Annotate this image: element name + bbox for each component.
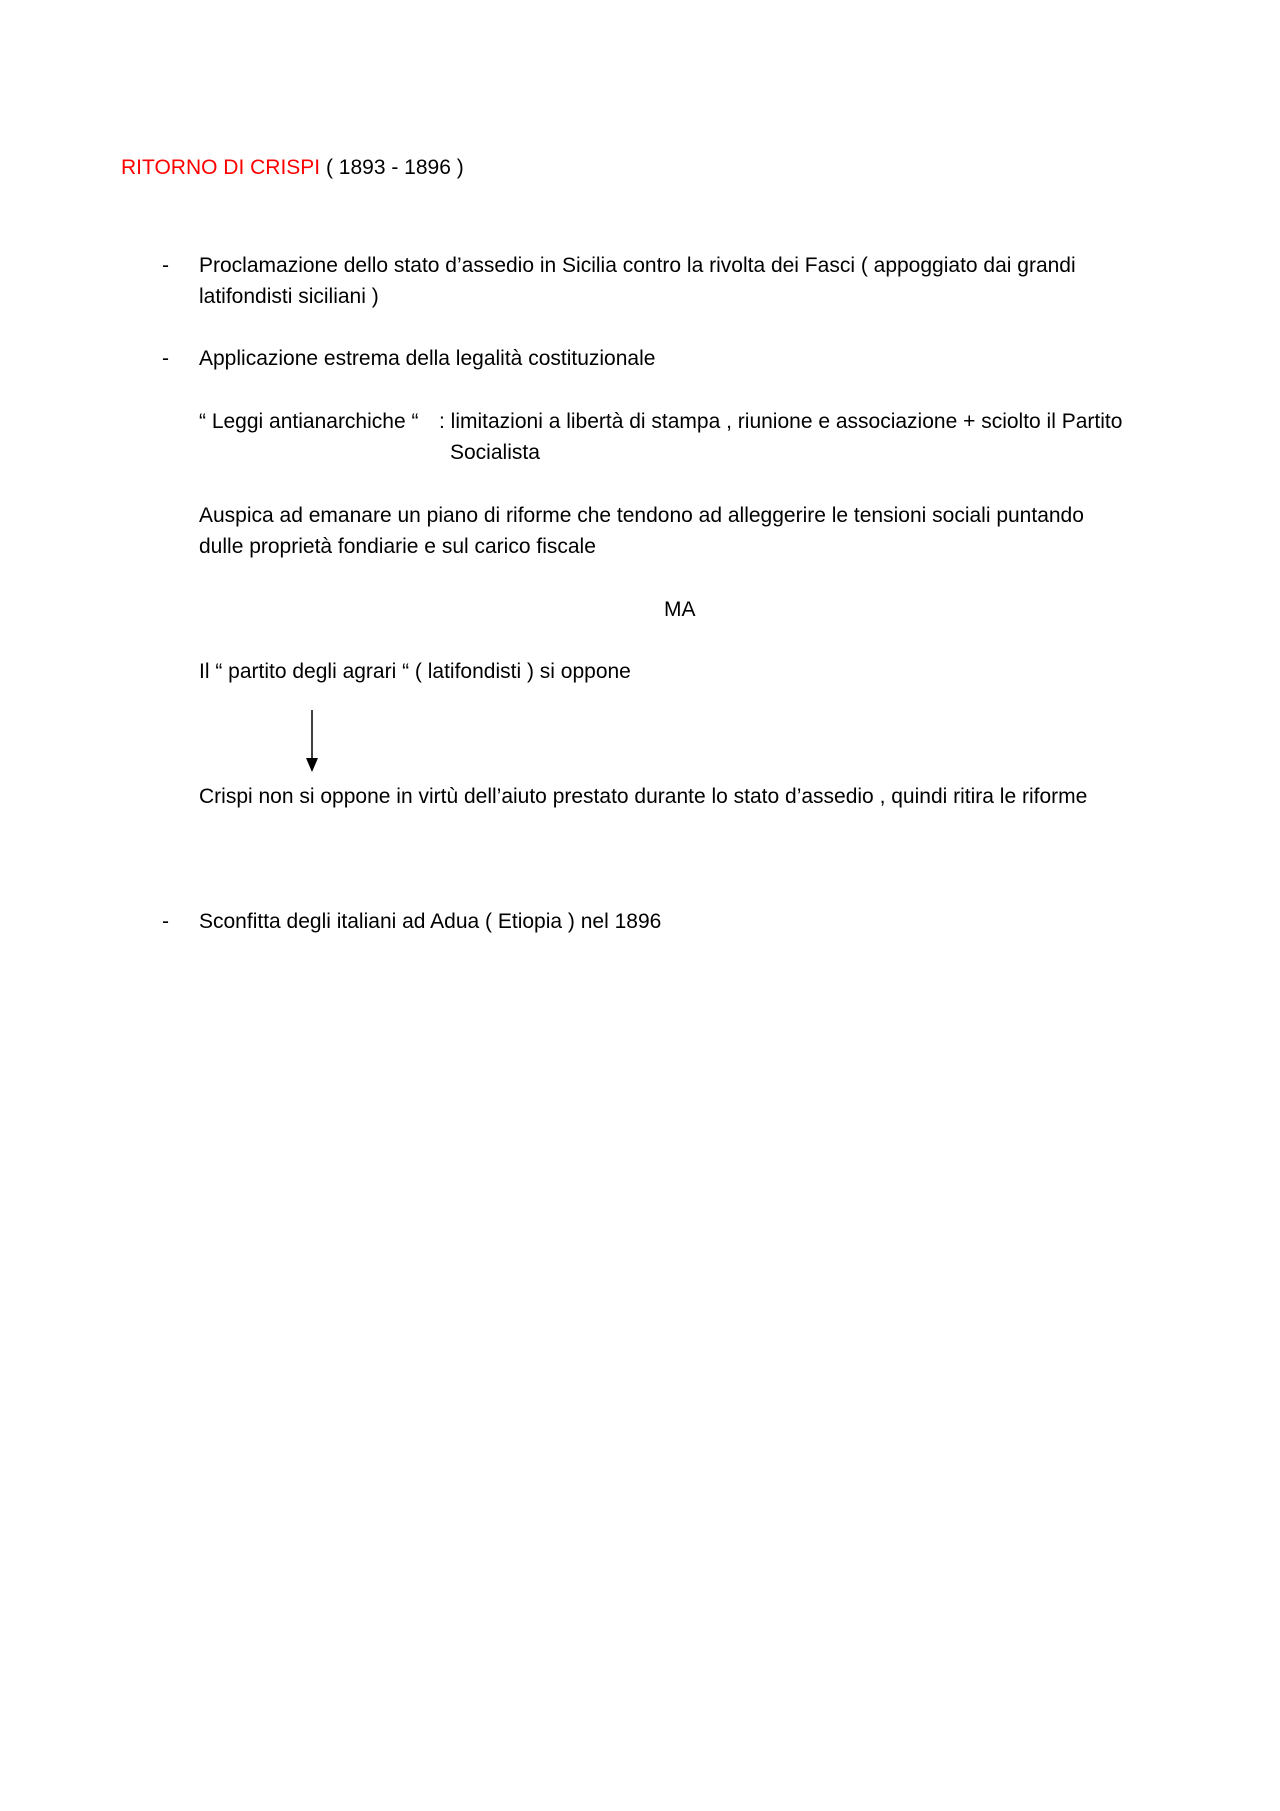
laws-desc-line-1: : limitazioni a libertà di stampa , riunione e associazione + sciolto il Partito: [439, 410, 1123, 433]
bullet-marker-3: -: [162, 910, 169, 933]
arrow-down-icon: [305, 710, 319, 772]
opposition-text: Il “ partito degli agrari “ ( latifondisti ) si oppone: [199, 660, 631, 683]
reform-line-1: Auspica ad emanare un piano di riforme che tendono ad alleggerire le tensioni sociali puntando: [199, 504, 1084, 527]
bullet-1-line-2: latifondisti siciliani ): [199, 285, 379, 308]
title-main: RITORNO DI CRISPI: [121, 156, 321, 179]
outcome-text: Crispi non si oppone in virtù dell’aiuto prestato durante lo stato d’assedio , quindi ritira le riforme: [199, 785, 1088, 808]
conjunction: MA: [664, 598, 696, 621]
bullet-2-line-1: Applicazione estrema della legalità costituzionale: [199, 347, 656, 370]
laws-label: “ Leggi antianarchiche “: [199, 410, 419, 433]
bullet-marker-1: -: [162, 254, 169, 277]
page-title: [121, 152, 464, 183]
reform-line-2: dulle proprietà fondiarie e sul carico fiscale: [199, 535, 596, 558]
bullet-marker-2: -: [162, 347, 169, 370]
title-period: ( 1893 - 1896 ): [320, 156, 464, 179]
bullet-1-line-1: Proclamazione dello stato d’assedio in Sicilia contro la rivolta dei Fasci ( appoggiato dai grandi: [199, 254, 1076, 277]
laws-desc-line-2: Socialista: [450, 441, 540, 464]
bullet-3-line-1: Sconfitta degli italiani ad Adua ( Etiopia ) nel 1896: [199, 910, 662, 933]
